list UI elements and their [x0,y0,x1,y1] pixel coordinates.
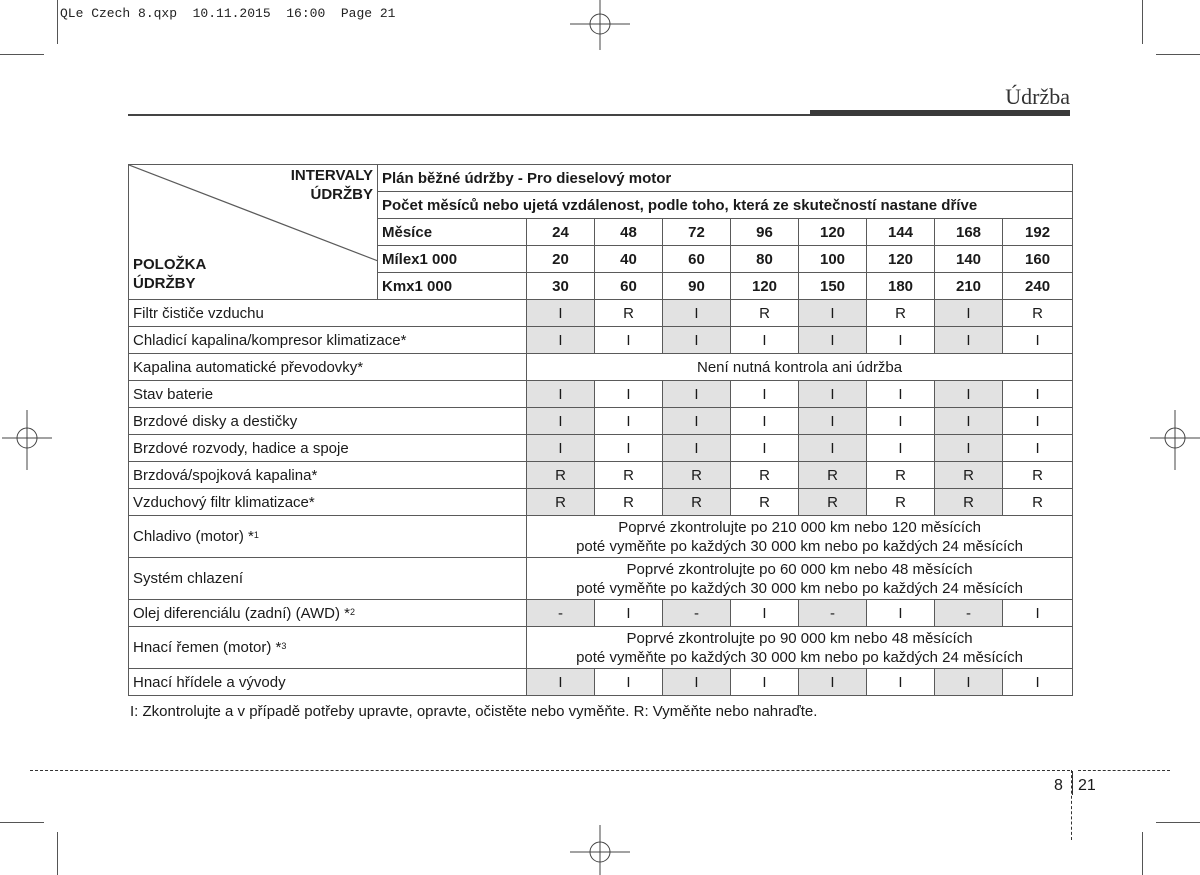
schedule-cell: I [731,669,799,696]
item-label [129,462,527,489]
interval-value: 30 [527,273,595,300]
table-row [129,381,1073,408]
interval-value: 192 [1003,219,1073,246]
schedule-cell: I [663,300,731,327]
table-row [129,327,1073,354]
schedule-cell: I [663,381,731,408]
interval-row-label: Měsíce [378,219,527,246]
crop-mark [1156,822,1200,823]
schedule-cell: I [799,381,867,408]
item-label-text: Hnací hřídele a vývody [133,673,286,691]
item-label-text: Olej diferenciálu (zadní) (AWD) * [133,604,351,622]
table-row [129,600,1073,627]
table-row [129,354,1073,381]
schedule-cell: I [799,300,867,327]
print-slug: QLe Czech 8.qxp 10.11.2015 16:00 Page 21 [60,6,396,21]
item-label [129,435,527,462]
schedule-cell: I [1003,600,1073,627]
item-label [129,558,527,600]
table-row [129,408,1073,435]
schedule-cell: R [663,462,731,489]
interval-value: 90 [663,273,731,300]
schedule-cell: I [595,327,663,354]
interval-value: 100 [799,246,867,273]
schedule-cell: I [1003,327,1073,354]
interval-value: 120 [731,273,799,300]
table-row [129,516,1073,558]
item-label-text: Brzdová/spojková kapalina* [133,466,318,484]
interval-value: 160 [1003,246,1073,273]
schedule-cell: I [663,669,731,696]
footer-dash-rule [1078,770,1170,771]
header-rule-thick [810,110,1070,116]
schedule-cell: I [799,435,867,462]
schedule-cell: I [799,327,867,354]
registration-mark-icon [2,410,52,470]
item-label [129,489,527,516]
interval-value: 168 [935,219,1003,246]
interval-value: 60 [595,273,663,300]
schedule-cell: I [935,327,1003,354]
page-number-separator [1072,771,1073,795]
item-label-text: Vzduchový filtr klimatizace* [133,493,315,511]
interval-value: 140 [935,246,1003,273]
schedule-cell: I [527,327,595,354]
item-label-text: Hnací řemen (motor) * [133,639,282,656]
item-label-text: Kapalina automatické převodovky* [133,358,364,376]
schedule-cell: R [799,489,867,516]
item-label-text: Chladivo (motor) * [133,528,254,545]
schedule-cell: I [731,327,799,354]
item-label [129,516,527,558]
corner-top-line: ÚDRŽBY [310,186,373,203]
schedule-cell: I [867,327,935,354]
schedule-note [527,516,1073,558]
schedule-cell: I [1003,381,1073,408]
schedule-cell: I [663,435,731,462]
schedule-cell: I [731,408,799,435]
table-row [129,300,1073,327]
item-label [129,627,527,669]
item-label-text: Brzdové disky a destičky [133,412,298,430]
schedule-cell: R [731,489,799,516]
corner-items-label [133,255,206,293]
registration-mark-icon [570,0,630,50]
schedule-cell: I [595,600,663,627]
interval-value: 120 [867,246,935,273]
schedule-cell: I [935,381,1003,408]
page-number: 21 [1078,777,1096,794]
schedule-cell: I [595,669,663,696]
item-label [129,669,527,696]
item-label [129,381,527,408]
legend-footnote: I: Zkontrolujte a v případě potřeby upravte, opravte, očistěte nebo vyměňte. R: Vyměňte nebo nahraďte. [130,703,818,720]
interval-value: 60 [663,246,731,273]
schedule-cell: I [799,408,867,435]
interval-value: 240 [1003,273,1073,300]
item-label [129,354,527,381]
item-label [129,600,527,627]
item-label-text: Filtr čističe vzduchu [133,304,264,322]
schedule-note-line: poté vyměňte po každých 30 000 km nebo po každých 24 měsících [576,537,1024,555]
crop-mark [1142,832,1143,875]
schedule-cell: I [799,669,867,696]
section-title: Údržba [1005,84,1070,109]
schedule-cell: I [731,435,799,462]
interval-row-label: Mílex1 000 [378,246,527,273]
interval-value: 80 [731,246,799,273]
schedule-cell: I [527,669,595,696]
corner-intervals-label [291,166,373,204]
schedule-cell: R [799,462,867,489]
interval-value: 210 [935,273,1003,300]
schedule-cell: I [663,408,731,435]
maintenance-schedule-table [128,164,1073,696]
chapter-number: 8 [1054,777,1063,794]
item-label [129,300,527,327]
schedule-cell: I [867,435,935,462]
crop-mark [57,0,58,44]
interval-value: 20 [527,246,595,273]
table-row [129,558,1073,600]
plan-title: Plán běžné údržby - Pro dieselový motor [378,165,1073,192]
schedule-cell: R [1003,300,1073,327]
interval-value: 180 [867,273,935,300]
schedule-note [527,558,1073,600]
schedule-cell: R [867,462,935,489]
schedule-cell: I [595,381,663,408]
schedule-cell: R [527,489,595,516]
item-label-text: Systém chlazení [133,570,244,587]
interval-value: 24 [527,219,595,246]
crop-mark [1142,0,1143,44]
schedule-cell: R [731,300,799,327]
schedule-cell: I [867,600,935,627]
schedule-cell: R [935,462,1003,489]
crop-mark [0,54,44,55]
corner-bottom-line: ÚDRŽBY [133,275,196,292]
footnote-marker: 2 [350,606,356,617]
schedule-cell: I [867,408,935,435]
schedule-cell: I [867,381,935,408]
schedule-cell: I [935,408,1003,435]
schedule-cell: I [1003,669,1073,696]
schedule-cell: R [867,300,935,327]
interval-value: 72 [663,219,731,246]
footnote-marker: 3 [281,641,287,651]
schedule-cell: R [595,489,663,516]
table-row [129,462,1073,489]
table-row [129,669,1073,696]
schedule-cell: R [1003,462,1073,489]
schedule-cell: - [663,600,731,627]
schedule-cell: I [1003,435,1073,462]
schedule-cell: I [527,435,595,462]
schedule-cell: R [867,489,935,516]
item-label [129,327,527,354]
item-label-text: Stav baterie [133,385,214,403]
crop-mark [0,822,44,823]
schedule-cell: - [799,600,867,627]
schedule-cell: I [595,408,663,435]
crop-mark [57,832,58,875]
schedule-cell: R [595,300,663,327]
schedule-cell: R [595,462,663,489]
schedule-note-line: Poprvé zkontrolujte po 90 000 km nebo 48 měsících [626,629,973,647]
plan-subtitle: Počet měsíců nebo ujetá vzdálenost, podle toho, která ze skutečností nastane dříve [378,192,1073,219]
table-row [129,435,1073,462]
item-label-text: Brzdové rozvody, hadice a spoje [133,439,349,457]
interval-value: 40 [595,246,663,273]
interval-value: 150 [799,273,867,300]
schedule-cell: I [595,435,663,462]
schedule-cell: I [731,381,799,408]
schedule-cell: I [527,300,595,327]
schedule-cell: I [935,435,1003,462]
schedule-note: Není nutná kontrola ani údržba [527,354,1073,381]
table-header-row [129,165,1073,192]
schedule-cell: R [663,489,731,516]
schedule-cell: I [935,669,1003,696]
registration-mark-icon [1150,410,1200,470]
schedule-cell: R [935,489,1003,516]
schedule-cell: I [527,408,595,435]
item-label [129,408,527,435]
table-row [129,627,1073,669]
interval-value: 96 [731,219,799,246]
crop-mark [1156,54,1200,55]
table-corner-cell [129,165,378,300]
schedule-cell: - [527,600,595,627]
schedule-cell: I [663,327,731,354]
schedule-cell: I [867,669,935,696]
table-row [129,489,1073,516]
registration-mark-icon [570,825,630,875]
schedule-cell: R [527,462,595,489]
corner-bottom-line: POLOŽKA [133,256,207,273]
interval-value: 144 [867,219,935,246]
schedule-note-line: poté vyměňte po každých 30 000 km nebo po každých 24 měsících [576,648,1024,666]
item-label-text: Chladicí kapalina/kompresor klimatizace* [133,331,407,349]
schedule-cell: R [1003,489,1073,516]
schedule-note-line: Poprvé zkontrolujte po 60 000 km nebo 48 měsících [626,560,973,578]
schedule-cell: I [935,300,1003,327]
schedule-cell: I [527,381,595,408]
schedule-note-line: poté vyměňte po každých 30 000 km nebo po každých 24 měsících [576,579,1024,597]
interval-value: 120 [799,219,867,246]
header-rule [128,114,810,116]
footer-dash-rule [30,770,1070,771]
schedule-note-line: Poprvé zkontrolujte po 210 000 km nebo 120 měsících [618,518,981,536]
corner-top-line: INTERVALY [290,167,373,184]
footnote-marker: 1 [253,530,259,540]
interval-value: 48 [595,219,663,246]
schedule-cell: I [1003,408,1073,435]
schedule-cell: I [731,600,799,627]
schedule-cell: - [935,600,1003,627]
schedule-cell: R [731,462,799,489]
schedule-note [527,627,1073,669]
interval-row-label: Kmx1 000 [378,273,527,300]
